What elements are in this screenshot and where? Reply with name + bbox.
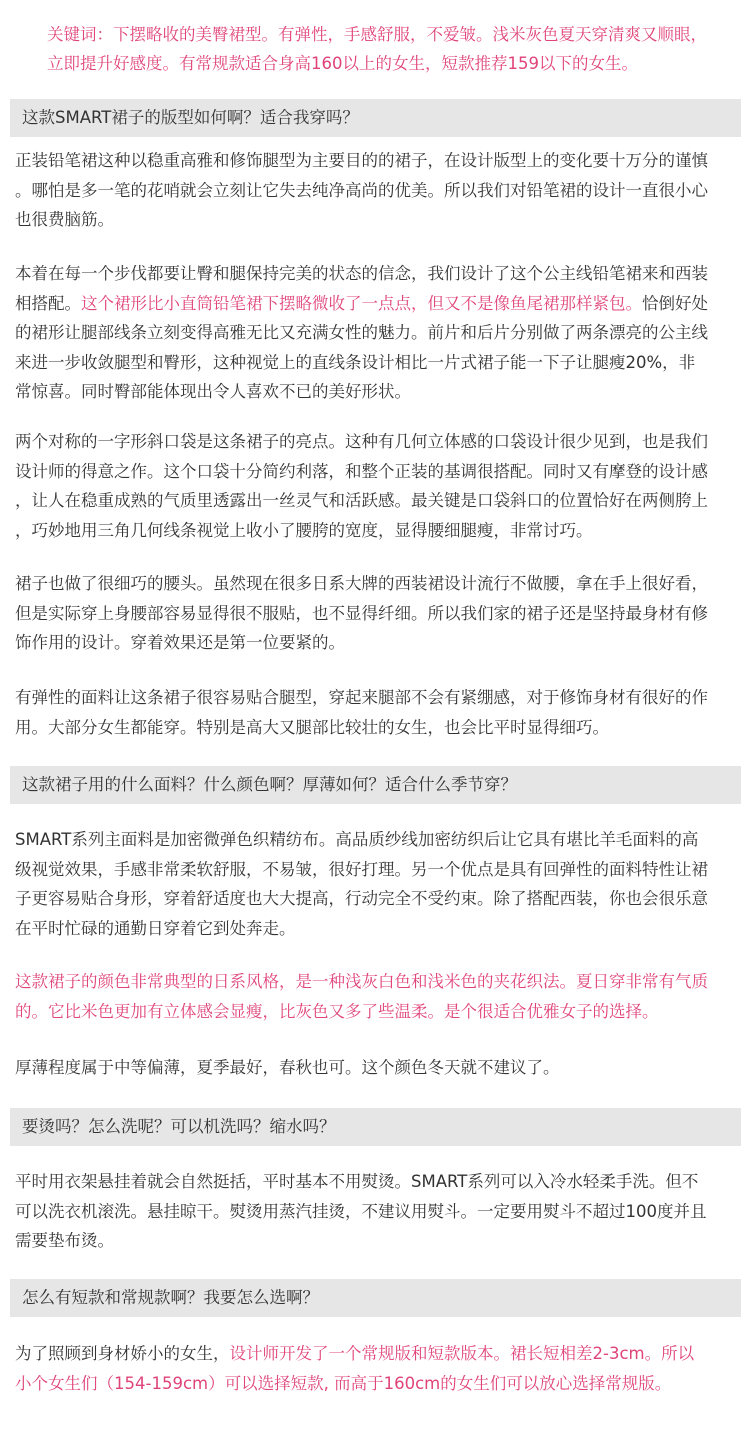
keywords-line: 关键词：下摆略收的美臀裙型。有弹性，手感舒服，不爱皱。浅米灰色夏天穿清爽又顺眼， bbox=[47, 25, 707, 44]
text-line: 常惊喜。同时臀部能体现出令人喜欢不已的美好形状。 bbox=[15, 382, 411, 402]
section-header-care: 要烫吗？怎么洗呢？可以机洗吗？缩水吗？ bbox=[10, 1108, 741, 1146]
highlight-text: 设计师开发了一个常规版和短款版本。裙长短相差2-3cm。所以 bbox=[229, 1344, 695, 1363]
paragraph bbox=[15, 1167, 738, 1256]
paragraph bbox=[15, 1339, 738, 1398]
section-header-fabric: 这款裙子用的什么面料？什么颜色啊？厚薄如何？适合什么季节穿？ bbox=[10, 766, 741, 804]
text-line: 可以洗衣机滚洗。悬挂晾干。熨烫用蒸汽挂烫，不建议用熨斗。一定要用熨斗不超过100度并且 bbox=[15, 1201, 707, 1221]
text-line: 正装铅笔裙这种以稳重高雅和修饰腿型为主要目的的裙子，在设计版型上的变化要十万分的谨慎 bbox=[15, 151, 708, 170]
text-segment: 恰倒好处 bbox=[642, 293, 708, 313]
text-line: 但是实际穿上身腰部容易显得很不服贴，也不显得纤细。所以我们家的裙子还是坚持最身材有修 bbox=[15, 603, 708, 623]
keywords-line: 立即提升好感度。有常规款适合身高160以上的女生，短款推荐159以下的女生。 bbox=[47, 54, 638, 73]
text-line: ，巧妙地用三角几何线条视觉上收小了腰胯的宽度，显得腰细腿瘦，非常讨巧。 bbox=[15, 520, 593, 540]
paragraph bbox=[15, 427, 738, 545]
text-line: 小个女生们（154-159cm）可以选择短款, 而高于160cm的女生们可以放心选择常规版。 bbox=[15, 1373, 672, 1393]
paragraph bbox=[15, 683, 738, 742]
text-line: 在平时忙碌的通勤日穿着它到处奔走。 bbox=[15, 918, 296, 938]
text-line: 平时用衣架悬挂着就会自然挺括，平时基本不用熨烫。SMART系列可以入冷水轻柔手洗。但不 bbox=[15, 1172, 699, 1191]
paragraph bbox=[15, 1053, 738, 1083]
text-line bbox=[15, 289, 738, 319]
text-line bbox=[15, 1339, 738, 1369]
text-line: 饰作用的设计。穿着效果还是第一位要紧的。 bbox=[15, 633, 345, 653]
text-line: 设计师的得意之作。这个口袋十分简约利落，和整个正装的基调很搭配。同时又有摩登的设计感 bbox=[15, 461, 708, 481]
highlight-paragraph bbox=[15, 967, 738, 1026]
section-header-sizes: 怎么有短款和常规款啊？我要怎么选啊？ bbox=[10, 1279, 741, 1317]
text-segment: 为了照顾到身材娇小的女生， bbox=[15, 1344, 230, 1363]
paragraph bbox=[15, 259, 738, 407]
keywords-block bbox=[47, 20, 737, 78]
text-line: 有弹性的面料让这条裙子很容易贴合腿型，穿起来腿部不会有紧绷感，对于修饰身材有很好的作 bbox=[15, 688, 708, 707]
text-line: 两个对称的一字形斜口袋是这条裙子的亮点。这种有几何立体感的口袋设计很少见到，也是我们 bbox=[15, 432, 708, 451]
text-line: 本着在每一个步伐都要让臀和腿保持完美的状态的信念，我们设计了这个公主线铅笔裙来和西装 bbox=[15, 264, 708, 283]
text-line: ，让人在稳重成熟的气质里透露出一丝灵气和活跃感。最关键是口袋斜口的位置恰好在两侧胯上 bbox=[15, 491, 708, 511]
text-line: SMART系列主面料是加密微弹色织精纺布。高品质纱线加密纺织后让它具有堪比羊毛面料的高 bbox=[15, 830, 699, 849]
paragraph bbox=[15, 569, 738, 658]
text-line: 的。它比米色更加有立体感会显瘦，比灰色又多了些温柔。是个很适合优雅女子的选择。 bbox=[15, 1001, 659, 1021]
text-line: 厚薄程度属于中等偏薄，夏季最好，春秋也可。这个颜色冬天就不建议了。 bbox=[15, 1058, 560, 1077]
text-line: 级视觉效果，手感非常柔软舒服，不易皱，很好打理。另一个优点是具有回弹性的面料特性让裙 bbox=[15, 859, 708, 879]
text-line: 的裙形让腿部线条立刻变得高雅无比又充满女性的魅力。前片和后片分别做了两条漂亮的公主线 bbox=[15, 323, 708, 343]
text-line: 也很费脑筋。 bbox=[15, 210, 114, 230]
highlight-text: 这个裙形比小直筒铅笔裙下摆略微收了一点点，但又不是像鱼尾裙那样紧包。 bbox=[81, 293, 642, 313]
text-line: 子更容易贴合身形，穿着舒适度也大大提高，行动完全不受约束。除了搭配西装，你也会很乐意 bbox=[15, 889, 708, 909]
text-line: 。哪怕是多一笔的花哨就会立刻让它失去纯净高尚的优美。所以我们对铅笔裙的设计一直很小心 bbox=[15, 180, 708, 200]
text-line: 用。大部分女生都能穿。特别是高大又腿部比较壮的女生，也会比平时显得细巧。 bbox=[15, 717, 609, 737]
paragraph bbox=[15, 825, 738, 943]
section-header-fit: 这款SMART裙子的版型如何啊？适合我穿吗？ bbox=[10, 99, 741, 137]
text-line: 这款裙子的颜色非常典型的日系风格，是一种浅灰白色和浅米色的夹花织法。夏日穿非常有气质 bbox=[15, 972, 708, 991]
paragraph bbox=[15, 146, 738, 235]
text-line: 需要垫布烫。 bbox=[15, 1231, 114, 1251]
text-line: 来进一步收敛腿型和臀形，这种视觉上的直线条设计相比一片式裙子能一下子让腿瘦20%，非 bbox=[15, 352, 696, 372]
text-segment: 相搭配。 bbox=[15, 293, 81, 313]
text-line: 裙子也做了很细巧的腰头。虽然现在很多日系大牌的西装裙设计流行不做腰，拿在手上很好看， bbox=[15, 574, 708, 593]
